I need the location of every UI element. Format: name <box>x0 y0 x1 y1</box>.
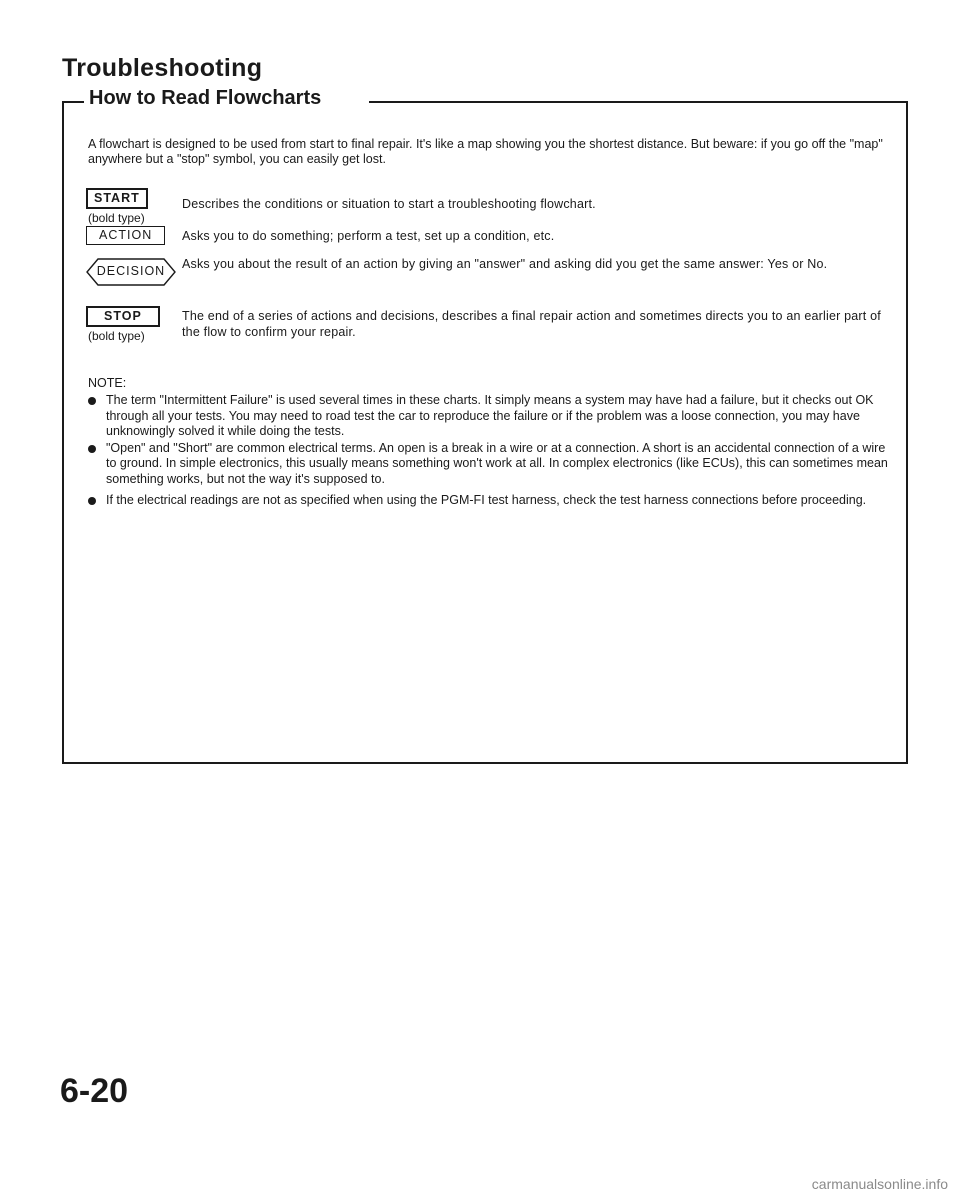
frame-top-right-rule <box>369 101 908 103</box>
stop-description: The end of a series of actions and decisions, describes a final repair action and sometimes directs you to an earlier part of the flow to confirm your repair. <box>182 309 881 339</box>
note-text: The term "Intermittent Failure" is used several times in these charts. It simply means a system may have had a failure, but it checks out OK through all your tests. You may need to road test the car to reproduce the failure or if the problem was a loose connection, you may have unknowingly solved it while doing the tests. <box>106 393 874 438</box>
note-label: NOTE: <box>88 376 127 390</box>
intro-paragraph: A flowchart is designed to be used from start to final repair. It's like a map showing you the shortest distance. But beware: if you go off the "map" anywhere but a "stop" symbol, you can easily get lost. <box>88 137 883 166</box>
symbol-column <box>86 306 178 343</box>
stop-symbol-note: (bold type) <box>88 329 145 343</box>
action-symbol: ACTION <box>86 226 165 245</box>
action-description: Asks you to do something; perform a test, set up a condition, etc. <box>182 229 555 243</box>
decision-symbol-label: DECISION <box>96 264 166 278</box>
symbol-column <box>86 258 178 291</box>
legend-row-start <box>86 188 886 224</box>
watermark: carmanualsonline.info <box>811 1176 948 1192</box>
page-title: Troubleshooting <box>62 54 263 82</box>
legend-row-decision <box>86 258 886 294</box>
start-symbol: START <box>86 188 148 209</box>
frame-top-left-rule <box>62 101 84 103</box>
decision-symbol <box>86 258 176 286</box>
page-number: 6-20 <box>60 1072 129 1110</box>
notes-list <box>88 393 888 510</box>
bullet-icon <box>88 445 96 453</box>
legend-row-stop <box>86 306 886 342</box>
symbol-column <box>86 226 178 245</box>
decision-description: Asks you about the result of an action by giving an "answer" and asking did you get the same answer: Yes or No. <box>182 257 828 271</box>
list-item <box>88 493 888 509</box>
bullet-icon <box>88 497 96 505</box>
list-item <box>88 393 888 440</box>
symbol-column <box>86 188 178 225</box>
start-symbol-note: (bold type) <box>88 211 145 225</box>
stop-symbol: STOP <box>86 306 160 327</box>
bullet-icon <box>88 397 96 405</box>
section-heading: How to Read Flowcharts <box>89 87 325 110</box>
note-text: If the electrical readings are not as specified when using the PGM-FI test harness, check the test harness connections before proceeding. <box>106 493 867 507</box>
list-item <box>88 441 888 488</box>
note-text: "Open" and "Short" are common electrical terms. An open is a break in a wire or at a connection. A short is an accidental connection of a wire to ground. In simple electronics, this usually means something won't work at all. In complex electronics (like ECUs), this can sometimes mean something works, but not the way it's supposed to. <box>106 440 888 486</box>
start-description: Describes the conditions or situation to start a troubleshooting flowchart. <box>182 197 596 211</box>
